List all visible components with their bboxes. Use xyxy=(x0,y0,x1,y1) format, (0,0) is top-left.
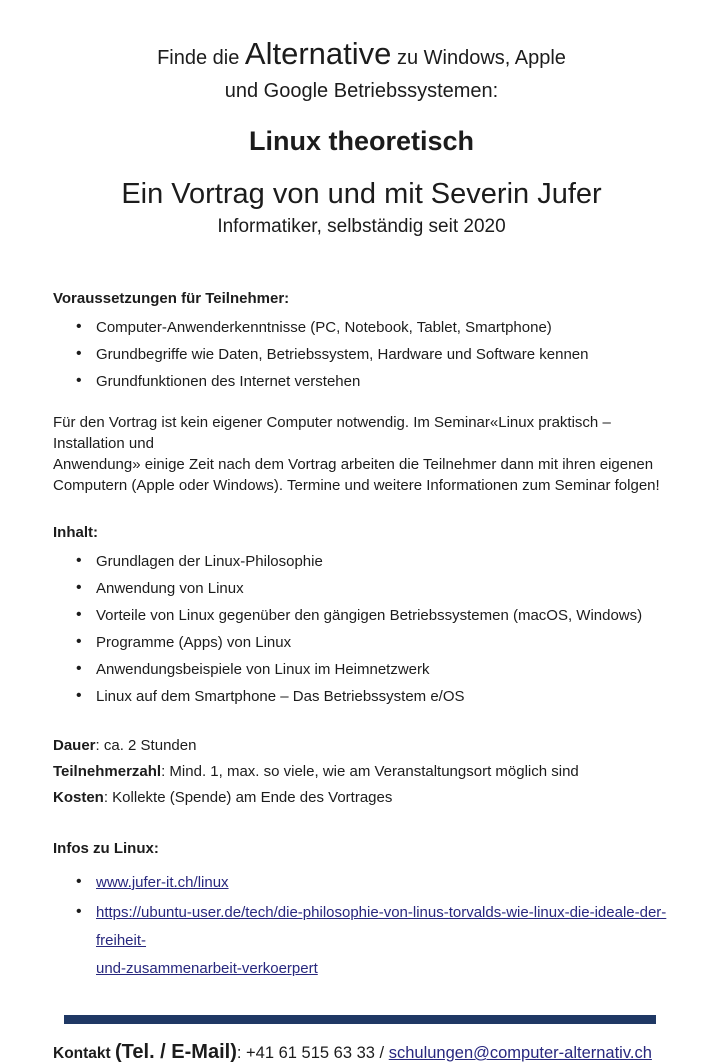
list-item-text: Grundbegriffe wie Daten, Betriebssystem, Hardware und Software kennen xyxy=(96,346,589,363)
facts-block xyxy=(53,737,670,806)
infos-link-list xyxy=(53,869,670,983)
section-inhalt xyxy=(53,524,670,705)
list-item xyxy=(53,688,670,705)
link-ubuntu-user[interactable] xyxy=(96,904,666,977)
contact-label: Kontakt xyxy=(53,1045,115,1062)
link-line: https://ubuntu-user.de/tech/die-philosophie-von-linus-torvalds-wie-linux-die-ideale-der-freiheit- xyxy=(96,904,667,949)
list-item xyxy=(53,899,670,983)
list-item-text: Grundfunktionen des Internet verstehen xyxy=(96,373,361,390)
page-subtitle: Ein Vortrag von und mit Severin Jufer xyxy=(121,178,602,210)
list-item-text: Programme (Apps) von Linux xyxy=(96,634,292,651)
fact-teilnehmerzahl xyxy=(53,763,670,780)
intro-suffix: zu Windows, Apple xyxy=(391,47,566,69)
list-item-text: Anwendung von Linux xyxy=(96,580,244,597)
infos-heading: Infos zu Linux: xyxy=(53,840,159,857)
intro-prefix: Finde die xyxy=(157,47,245,69)
contact-label-detail: (Tel. / E-Mail) xyxy=(115,1041,237,1063)
contact-line xyxy=(53,1041,670,1064)
list-item xyxy=(53,580,670,597)
contact-divider: / xyxy=(374,1044,389,1062)
seminar-paragraph xyxy=(53,412,670,496)
page-title: Linux theoretisch xyxy=(248,126,475,156)
footer-bar xyxy=(64,1015,656,1024)
contact-separator: : xyxy=(236,1044,247,1062)
list-item xyxy=(53,869,670,897)
section-voraussetzungen xyxy=(53,290,670,390)
link-line: und-zusammenarbeit-verkoerpert xyxy=(96,960,318,977)
list-item xyxy=(53,607,670,624)
list-item xyxy=(53,346,670,363)
list-item xyxy=(53,373,670,390)
fact-dauer xyxy=(53,737,670,754)
fact-value: : ca. 2 Stunden xyxy=(95,737,197,754)
fact-label: Kosten xyxy=(53,789,104,806)
section-infos xyxy=(53,840,670,983)
fact-value: : Mind. 1, max. so viele, wie am Veranstaltungsort möglich sind xyxy=(161,763,579,780)
list-item-text: Vorteile von Linux gegenüber den gängigen Betriebssystemen (macOS, Windows) xyxy=(96,607,643,624)
paragraph-line: Computern (Apple oder Windows). Termine und weitere Informationen zum Seminar folgen! xyxy=(53,477,660,494)
voraussetzungen-list xyxy=(53,319,670,390)
list-item-text: Linux auf dem Smartphone – Das Betriebssystem e/OS xyxy=(96,688,465,705)
fact-label: Dauer xyxy=(53,737,96,754)
list-item xyxy=(53,661,670,678)
intro-line-2: und Google Betriebssystemen: xyxy=(224,80,499,102)
fact-kosten xyxy=(53,789,670,806)
fact-value: : Kollekte (Spende) am Ende des Vortrages xyxy=(103,789,393,806)
list-item xyxy=(53,634,670,651)
voraussetzungen-heading: Voraussetzungen für Teilnehmer: xyxy=(53,290,290,307)
intro-highlight-word: Alternative xyxy=(244,36,392,71)
list-item-text: Grundlagen der Linux-Philosophie xyxy=(96,553,323,570)
flyer-header xyxy=(53,34,670,238)
speaker-byline: Informatiker, selbständig seit 2020 xyxy=(217,216,506,237)
paragraph-line: Anwendung» einige Zeit nach dem Vortrag arbeiten die Teilnehmer dann mit ihren eigenen xyxy=(53,456,654,473)
list-item-text: Computer-Anwenderkenntnisse (PC, Notebook, Tablet, Smartphone) xyxy=(96,319,552,336)
fact-label: Teilnehmerzahl xyxy=(53,763,162,780)
link-jufer-it[interactable]: www.jufer-it.ch/linux xyxy=(96,874,229,891)
list-item-text: Anwendungsbeispiele von Linux im Heimnetzwerk xyxy=(96,661,430,678)
paragraph-line: Für den Vortrag ist kein eigener Computer notwendig. Im Seminar«Linux praktisch – Installation und xyxy=(53,414,611,452)
intro-line-1 xyxy=(53,34,670,78)
list-item xyxy=(53,553,670,570)
inhalt-list xyxy=(53,553,670,705)
contact-phone: +41 61 515 63 33 xyxy=(246,1044,375,1062)
list-item xyxy=(53,319,670,336)
inhalt-heading: Inhalt: xyxy=(53,524,98,541)
contact-email-link[interactable]: schulungen@computer-alternativ.ch xyxy=(388,1044,652,1062)
